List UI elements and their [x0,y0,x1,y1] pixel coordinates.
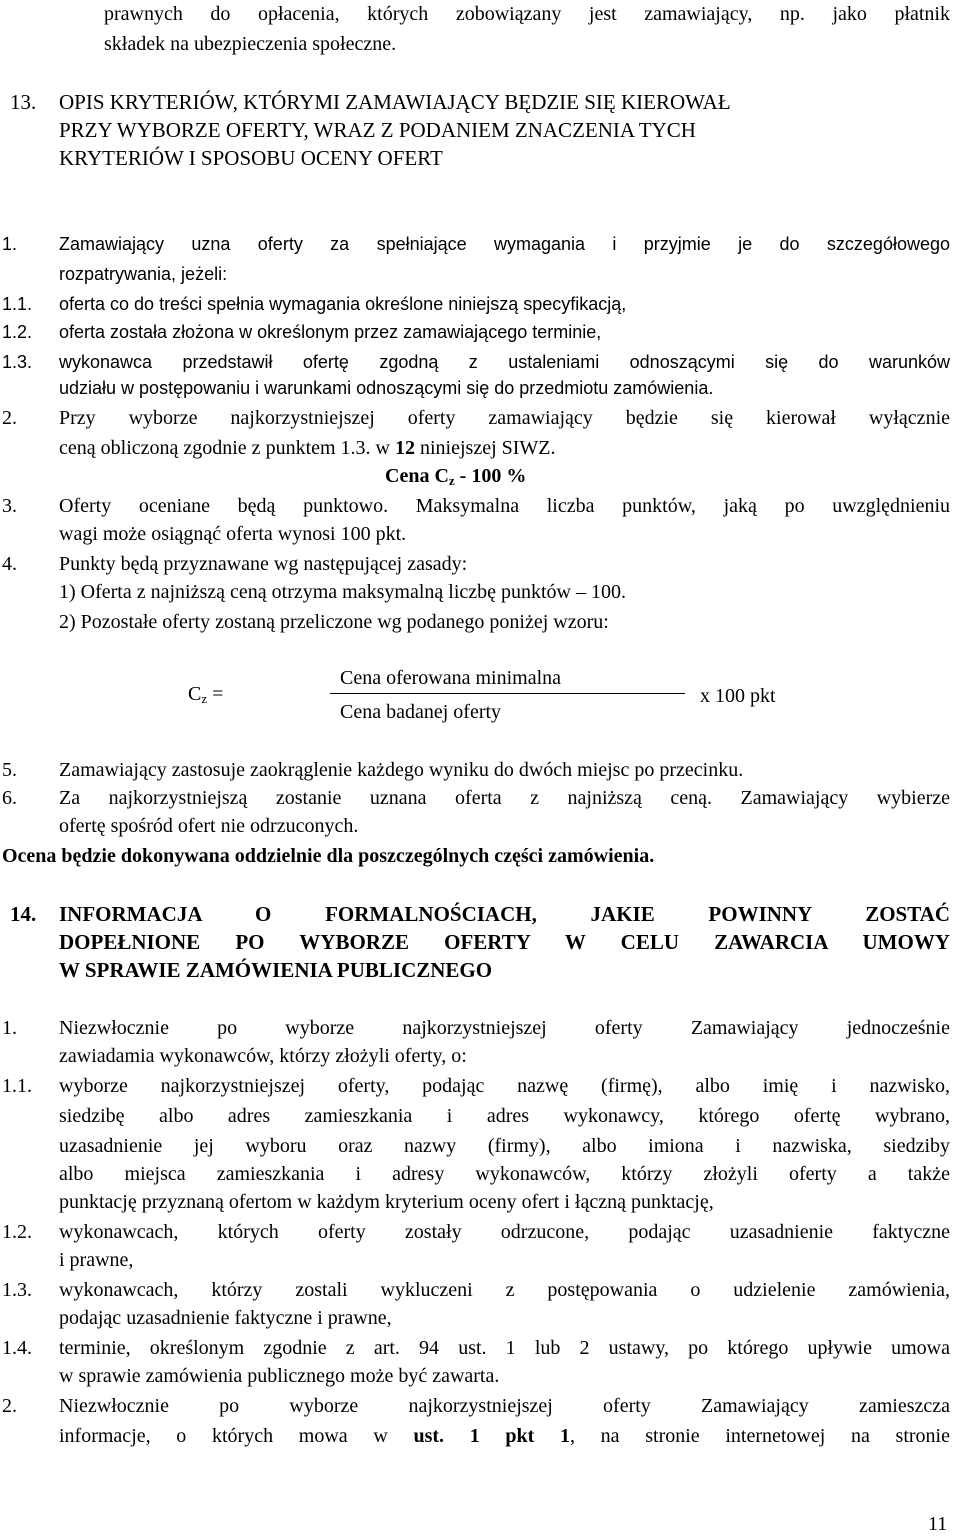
s14-p2-number: 2. [2,1395,17,1417]
s13-p12-number: 1.2. [2,322,33,342]
cena-label-sub: z [448,473,455,488]
s13-p2-line-1: Przy wyborze najkorzystniejszej oferty zamawiający będzie się kierował wyłącznie [59,407,950,429]
s14-p11-line-1: wyborze najkorzystniejszej oferty, podając nazwę (firmę), albo imię i nazwisko, [59,1075,950,1097]
s13-p4-number: 4. [2,553,17,575]
s13-p1-number: 1. [2,234,18,254]
s14-p14-number: 1.4. [2,1337,32,1359]
s14-p2-line-2c: , na stronie internetowej na stronie [569,1425,950,1447]
s14-p1-line-2: zawiadamia wykonawców, którzy złożyli oferty, o: [59,1045,467,1067]
s14-p11-line-2: siedzibę albo adres zamieszkania i adres wykonawcy, którego ofertę wybrano, [59,1105,950,1127]
formula-lhs-b: = [207,683,224,705]
page-number: 11 [928,1513,948,1535]
s13-p11-number: 1.1. [2,294,33,314]
s13-p2-line-2b: 12 [395,437,415,459]
s13-p1-line-1: Zamawiający uzna oferty za spełniające wymagania i przyjmie je do szczegółowego [59,234,950,254]
s13-p2-number: 2. [2,407,17,429]
s14-p11-line-3: uzasadnienie jej wyboru oraz nazwy (firmy), albo imiona i nazwiska, siedziby [59,1135,950,1157]
s14-p14-line-2: w sprawie zamówienia publicznego może być zawarta. [59,1365,500,1387]
section-14-title-line-2: DOPEŁNIONE PO WYBORZE OFERTY W CELU ZAWARCIA UMOWY [59,930,950,954]
s14-p11-line-4: albo miejsca zamieszkania i adresy wykonawców, którzy złożyli oferty a także [59,1163,950,1185]
s13-p4-text: Punkty będą przyznawane wg następującej zasady: [59,553,468,575]
s14-p13-line-1: wykonawcach, którzy zostali wykluczeni z postępowania o udzielenie zamówienia, [59,1279,950,1301]
cena-formula-label [385,464,526,493]
intro-line-1: prawnych do opłacenia, których zobowiązany jest zamawiający, np. jako płatnik [104,3,950,25]
s14-p1-line-1: Niezwłocznie po wyborze najkorzystniejszej oferty Zamawiający jednocześnie [59,1017,950,1039]
formula-lhs [188,682,223,711]
s14-p11-number: 1.1. [2,1075,32,1097]
section-14-title-line-1: INFORMACJA O FORMALNOŚCIACH, JAKIE POWINNY ZOSTAĆ [59,902,950,926]
formula-multiplier: x 100 pkt [700,685,776,707]
section-14-title-line-3: W SPRAWIE ZAMÓWIENIA PUBLICZNEGO [59,958,493,982]
section-14-number: 14. [10,902,37,926]
s14-p11-line-5: punktację przyznaną ofertom w każdym kryterium oceny ofert i łączną punktację, [59,1191,714,1213]
section-13-title-line-2: PRZY WYBORZE OFERTY, WRAZ Z PODANIEM ZNACZENIA TYCH [59,118,696,142]
s13-p5-number: 5. [2,759,17,781]
s14-p1-number: 1. [2,1017,17,1039]
formula-numerator: Cena oferowana minimalna [340,667,562,689]
s14-p12-line-2: i prawne, [59,1249,134,1271]
s13-p12-text: oferta została złożona w określonym przez zamawiającego terminie, [59,322,602,342]
s13-p3-number: 3. [2,495,17,517]
s13-p2-line-2 [59,436,556,460]
s13-p4-item-2: 2) Pozostałe oferty zostaną przeliczone wg podanego poniżej wzoru: [59,611,609,633]
section-13-title-line-3: KRYTERIÓW I SPOSOBU OCENY OFERT [59,146,443,170]
formula-fraction-line [330,693,685,694]
formula-denominator: Cena badanej oferty [340,701,502,723]
s14-p13-number: 1.3. [2,1279,32,1301]
s13-p5-text: Zamawiający zastosuje zaokrąglenie każdego wyniku do dwóch miejsc po przecinku. [59,759,744,781]
s13-p13-line-2: udziału w postępowaniu i warunkami odnoszącymi się do przedmiotu zamówienia. [59,378,714,398]
s13-p3-line-1: Oferty oceniane będą punktowo. Maksymalna liczba punktów, jaką po uwzględnieniu [59,495,950,517]
s14-p14-line-1: terminie, określonym zgodnie z art. 94 ust. 1 lub 2 ustawy, po którego upływie umowa [59,1337,950,1359]
formula-lhs-a: C [188,683,202,705]
cena-label-a: Cena C [385,465,449,487]
s13-p2-line-2c: niniejszej SIWZ. [415,437,556,459]
s13-p13-number: 1.3. [2,352,33,372]
s14-p2-line-2a: informacje, o których mowa w [59,1425,414,1447]
s13-p4-item-1: 1) Oferta z najniższą ceną otrzyma maksymalną liczbę punktów – 100. [59,581,627,603]
s13-p6-number: 6. [2,787,17,809]
cena-label-b: - 100 % [454,465,527,487]
s14-p12-line-1: wykonawcach, których oferty zostały odrzucone, podając uzasadnienie faktyczne [59,1221,950,1243]
s13-p3-line-2: wagi może osiągnąć oferta wynosi 100 pkt. [59,523,407,545]
section-13-title-line-1: OPIS KRYTERIÓW, KTÓRYMI ZAMAWIAJĄCY BĘDZIE SIĘ KIEROWAŁ [59,90,731,114]
formula-lhs-sub: z [201,691,208,706]
s14-p13-line-2: podając uzasadnienie faktyczne i prawne, [59,1307,392,1329]
s13-p1-line-2: rozpatrywania, jeżeli: [59,264,228,284]
s14-p2-line-2 [59,1424,950,1448]
intro-line-2: składek na ubezpieczenia społeczne. [104,33,397,55]
section-13-number: 13. [10,90,37,114]
s13-p2-line-2a: ceną obliczoną zgodnie z punktem 1.3. w [59,437,395,459]
s13-p13-line-1: wykonawca przedstawił ofertę zgodną z ustaleniami odnoszącymi się do warunków [59,352,950,372]
s14-p12-number: 1.2. [2,1221,32,1243]
s14-p2-line-1: Niezwłocznie po wyborze najkorzystniejszej oferty Zamawiający zamieszcza [59,1395,950,1417]
s13-p6-line-1: Za najkorzystniejszą zostanie uznana oferta z najniższą ceną. Zamawiający wybierze [59,787,950,809]
s13-note: Ocena będzie dokonywana oddzielnie dla poszczególnych części zamówienia. [2,845,655,867]
s13-p6-line-2: ofertę spośród ofert nie odrzuconych. [59,815,359,837]
s14-p2-line-2b: ust. 1 pkt 1 [413,1425,570,1447]
s13-p11-text: oferta co do treści spełnia wymagania określone niniejszą specyfikacją, [59,294,627,314]
